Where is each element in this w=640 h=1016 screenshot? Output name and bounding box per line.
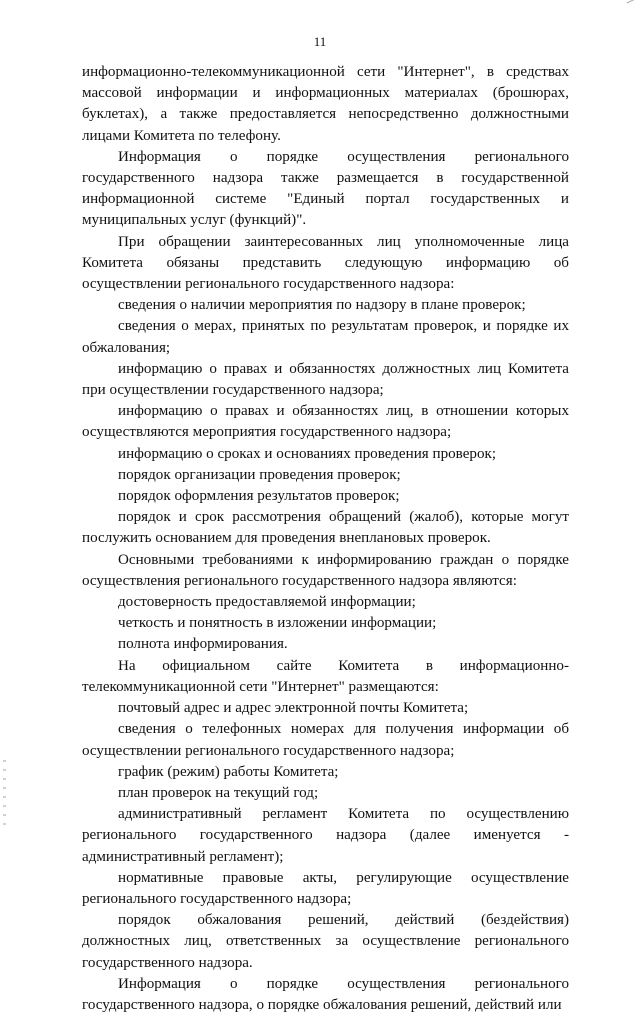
list-item: информацию о сроках и основаниях проведения проверок; [118, 445, 497, 462]
list-item: сведения о мерах, принятых по результатам проверок, и порядке их обжалования; [82, 318, 569, 356]
list-item: четкость и понятность в изложении информации; [118, 615, 437, 632]
list-item: сведения о наличии мероприятия по надзору в плане проверок; [118, 297, 526, 314]
list-item: сведения о телефонных номерах для получения информации об осуществлении регионального государственного надзора; [82, 721, 569, 759]
list-item: полнота информирования. [118, 636, 288, 653]
paragraph: На официальном сайте Комитета в информационно-телекоммуникационной сети "Интернет" размещаются: [82, 657, 569, 695]
list-item: порядок обжалования решений, действий (бездействия) должностных лиц, ответственных за осуществление регионального государственного надзора. [82, 912, 569, 971]
document-body [82, 62, 569, 1016]
list-item: график (режим) работы Комитета; [118, 763, 339, 780]
list-item: информацию о правах и обязанностях лиц, в отношении которых осуществляются мероприятия государственного надзора; [82, 403, 569, 441]
list-item: нормативные правовые акты, регулирующие осуществление регионального государственного надзора; [82, 869, 569, 907]
paragraph: Основными требованиями к информированию граждан о порядке осуществления регионального государственного надзора являются: [82, 551, 569, 589]
paragraph: При обращении заинтересованных лиц уполномоченные лица Комитета обязаны представить следующую информацию об осуществлении регионального государственного надзора: [82, 233, 569, 293]
list-item: порядок и срок рассмотрения обращений (жалоб), которые могут послужить основанием для проведения внеплановых проверок. [82, 509, 569, 547]
list-item: административный регламент Комитета по осуществлению регионального государственного надзора (далее именуется - административный регламент); [82, 806, 569, 865]
list-item: план проверок на текущий год; [118, 784, 319, 801]
paragraph: Информация о порядке осуществления регионального государственного надзора также размещается в государственной информационной системе "Единый портал государственных и муниципальных услуг (функций)". [82, 148, 569, 229]
paragraph: Информация о порядке осуществления регионального государственного надзора, о порядке обжалования решений, действий или [82, 975, 569, 1013]
list-item: порядок оформления результатов проверок; [118, 488, 400, 505]
list-item: достоверность предоставляемой информации; [118, 594, 416, 611]
paragraph: информационно-телекоммуникационной сети "Интернет", в средствах массовой информации и информационных материалах (брошюрах, буклетах), а также предоставляется непосредственно должностными лицами Комитета по телефону. [82, 64, 569, 144]
list-item: порядок организации проведения проверок; [118, 466, 401, 483]
scan-margin-specks [3, 760, 6, 830]
page-number: 11 [313, 34, 327, 49]
scan-corner-mark [627, 0, 640, 11]
list-item: почтовый адрес и адрес электронной почты Комитета; [118, 700, 469, 717]
list-item: информацию о правах и обязанностях должностных лиц Комитета при осуществлении государственного надзора; [82, 360, 569, 399]
